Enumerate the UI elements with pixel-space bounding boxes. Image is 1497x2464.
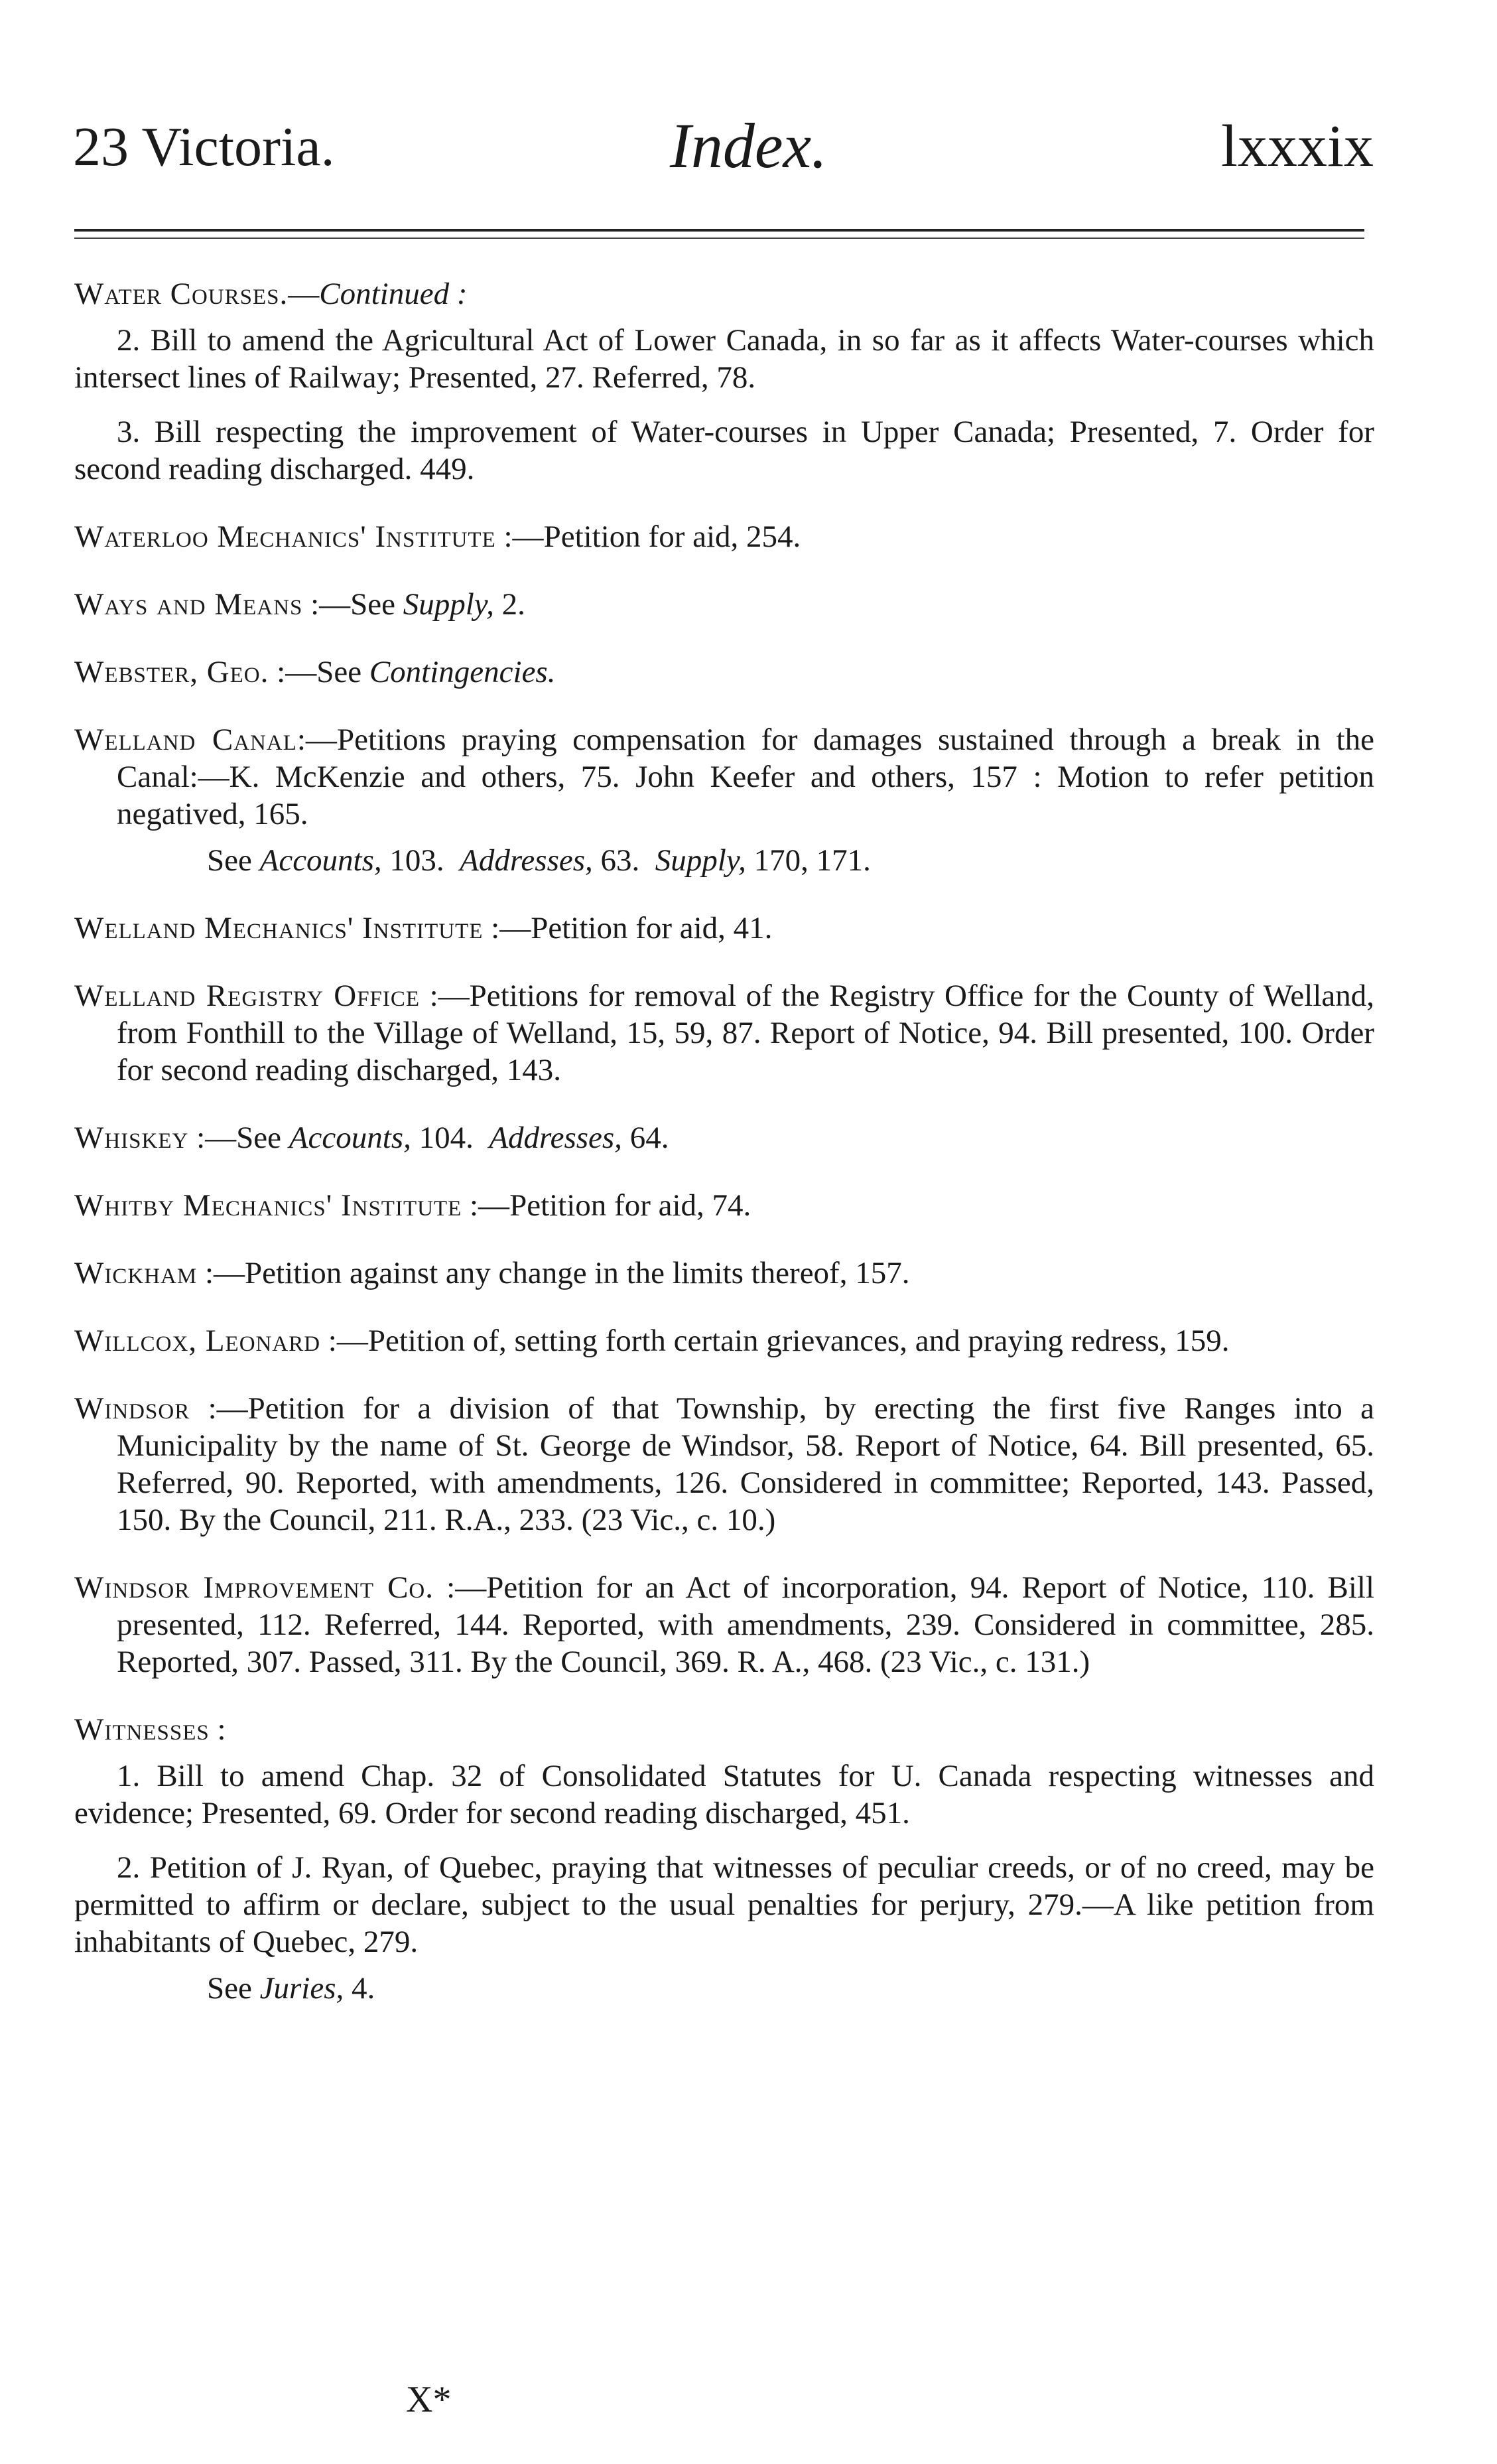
index-entry-water-courses: Water Courses.—Continued :	[74, 277, 468, 311]
page-number: lxxxix	[1220, 113, 1374, 179]
index-entry-willcox: Willcox, Leonard :—Petition of, setting forth certain grievances, and praying redress, 159.	[74, 1324, 1230, 1358]
index-entries	[74, 275, 1374, 2007]
index-entry-windsor: Windsor :—Petition for a division of that Township, by erecting the first five Ranges into a Municipality by the name of St. George de Windsor, 58. Report of Notice, 64. Bill presented, 65. Referred, 90. Reported, with amendments, 126. Considered in committee; Reported, 143. Passed, 150. By the Council, 211. R.A., 233. (23 Vic., c. 10.)	[74, 1391, 1374, 1537]
index-entry-welland-mechanics: Welland Mechanics' Institute :—Petition for aid, 41.	[74, 911, 773, 945]
index-entry-witnesses: Witnesses :	[74, 1712, 226, 1747]
index-entry-waterloo: Waterloo Mechanics' Institute :—Petition for aid, 254.	[74, 519, 801, 554]
sub-entry: 2. Bill to amend the Agricultural Act of Lower Canada, in so far as it affects Water-courses which intersect lines of Railway; Presented, 27. Referred, 78.	[74, 323, 1374, 395]
index-entry-ways-and-means: Ways and Means :—See Supply, 2.	[74, 587, 525, 622]
running-head-title: Index.	[669, 110, 828, 181]
see-also-references: See Juries, 4.	[207, 1971, 375, 2006]
sub-entry: 3. Bill respecting the improvement of Water-courses in Upper Canada; Presented, 7. Order for second reading discharged. 449.	[74, 415, 1374, 486]
header-rule	[74, 229, 1364, 232]
index-entry-wickham: Wickham :—Petition against any change in the limits thereof, 157.	[74, 1256, 910, 1290]
index-entry-webster: Webster, Geo. :—See Contingencies.	[74, 655, 556, 689]
header-rule-thin	[74, 238, 1364, 239]
index-entry-welland-canal: Welland Canal:—Petitions praying compensation for damages sustained through a break in the Canal:—K. McKenzie and others, 75. John Keefer and others, 157 : Motion to refer petition negatived, 165.	[74, 722, 1374, 831]
sub-entry: 2. Petition of J. Ryan, of Quebec, praying that witnesses of peculiar creeds, or of no creed, may be permitted to affirm or declare, subject to the usual penalties for perjury, 279.—A like petition from inhabitants of Quebec, 279.	[74, 1850, 1374, 1959]
index-entry-windsor-improvement: Windsor Improvement Co. :—Petition for an Act of incorporation, 94. Report of Notice, 110. Bill presented, 112. Referred, 144. Reported, with amendments, 239. Considered in committee, 285. Reported, 307. Passed, 311. By the Council, 369. R. A., 468. (23 Vic., c. 131.)	[74, 1570, 1374, 1679]
signature-mark: X*	[406, 2379, 452, 2420]
running-head-volume: 23 Victoria.	[73, 116, 335, 178]
sub-entry: 1. Bill to amend Chap. 32 of Consolidated Statutes for U. Canada respecting witnesses and evidence; Presented, 69. Order for second reading discharged, 451.	[74, 1759, 1374, 1830]
index-entry-whitby: Whitby Mechanics' Institute :—Petition for aid, 74.	[74, 1188, 751, 1223]
see-also-references: See Accounts, 103. Addresses, 63. Supply, 170, 171.	[207, 843, 871, 878]
index-entry-whiskey: Whiskey :—See Accounts, 104. Addresses, 64.	[74, 1121, 669, 1155]
index-entry-welland-registry: Welland Registry Office :—Petitions for removal of the Registry Office for the County of Welland, from Fonthill to the Village of Welland, 15, 59, 87. Report of Notice, 94. Bill presented, 100. Order for second reading discharged, 143.	[74, 979, 1374, 1087]
